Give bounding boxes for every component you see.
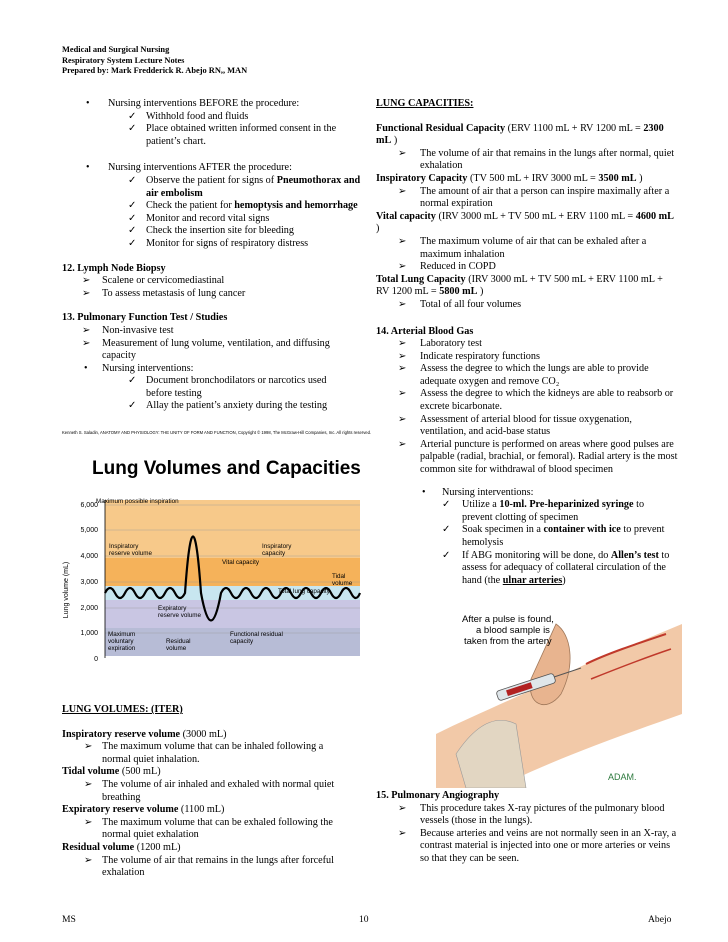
term: Residual volume: [62, 841, 135, 853]
term: Vital capacity: [376, 210, 436, 222]
list-item: [62, 741, 342, 766]
list-item-text: The maximum volume that can be exhaled following the normal quiet exhalation: [102, 816, 333, 841]
list-item: [62, 338, 352, 363]
list-item-text: This procedure takes X-ray pictures of the pulmonary blood vessels (those in the lungs).: [420, 802, 665, 827]
list-item-text: Withhold food and fluids: [146, 110, 249, 122]
after-heading: Nursing interventions AFTER the procedure:: [108, 162, 292, 174]
arrow-bullet-icon: ➢: [398, 438, 407, 450]
list-item-text: Allay the patient’s anxiety during the testing: [146, 400, 328, 412]
list-item: [62, 238, 362, 251]
term-value: 3500 mL: [598, 172, 637, 184]
list-item: [62, 275, 362, 288]
list-item-text: Assess the degree to which the lungs are able to provide adequate oxygen and remove CO₂: [420, 363, 649, 387]
arrow-bullet-icon: ➢: [398, 261, 407, 273]
y-ticks: [80, 502, 98, 663]
list-item: [62, 111, 362, 124]
term-value: 5800 mL: [439, 286, 478, 298]
list-item: [62, 325, 362, 338]
list-item: [376, 186, 670, 211]
arrow-bullet-icon: ➢: [82, 275, 91, 287]
list-item-bold: container with ice: [543, 524, 621, 536]
list-item-text: The amount of air that a person can inspire maximally after a normal expiration: [420, 185, 670, 210]
list-item: [62, 213, 362, 226]
list-item-text: Observe the patient for signs of: [146, 174, 277, 186]
document-header: [62, 45, 247, 77]
term: Expiratory reserve volume: [62, 804, 179, 816]
list-item-bold: Pneumothorax and air embolism: [146, 174, 361, 199]
term: Tidal volume: [62, 766, 120, 778]
checkmark-icon: ✓: [128, 200, 137, 212]
after-heading-item: [62, 162, 362, 175]
arrow-bullet-icon: ➢: [398, 388, 407, 400]
right-column: [376, 98, 678, 587]
section-title-angiography: 15. Pulmonary Angiography: [376, 790, 500, 801]
term-value: (3000 mL): [180, 728, 227, 740]
list-item: [62, 225, 362, 238]
term: Total Lung Capacity: [376, 273, 466, 285]
term: Inspiratory reserve volume: [62, 728, 181, 740]
arrow-bullet-icon: ➢: [398, 363, 407, 375]
arrow-bullet-icon: ➢: [398, 147, 407, 159]
list-item: [376, 803, 678, 828]
list-item: [376, 388, 678, 413]
header-subject: Respiratory System Lecture Notes: [62, 55, 185, 65]
list-item-text: Assessment of arterial blood for tissue oxygenation, ventilation, and acid-base status: [420, 413, 632, 438]
before-heading: Nursing interventions BEFORE the procedure:: [108, 98, 300, 109]
arrow-bullet-icon: ➢: [84, 816, 93, 828]
list-item: [62, 817, 342, 842]
list-item-bold: hemoptysis and hemorrhage: [234, 200, 358, 212]
checkmark-icon: ✓: [128, 110, 137, 122]
list-item: [62, 375, 346, 400]
arrow-bullet-icon: ➢: [398, 235, 407, 247]
arrow-bullet-icon: ➢: [398, 298, 407, 310]
list-item-text: Non-invasive test: [102, 324, 174, 336]
checkmark-icon: ✓: [128, 375, 137, 387]
list-item-text: The volume of air that remains in the lungs after normal, quiet exhalation: [420, 147, 675, 172]
header-course: Medical and Surgical Nursing: [62, 45, 170, 54]
term-end: ): [376, 223, 380, 235]
label-tidal: Tidal volume: [332, 573, 353, 587]
section-title-abg: 14. Arterial Blood Gas: [376, 325, 474, 337]
list-item-text: The volume of air that remains in the lungs after forceful exhalation: [102, 854, 334, 879]
pft-ni-item: [62, 363, 362, 376]
footer-right: Abejo: [648, 914, 672, 925]
list-item: [62, 123, 362, 148]
list-item-text: Monitor and record vital signs: [146, 212, 270, 224]
figure-title: Lung Volumes and Capacities: [92, 458, 361, 479]
list-item: [376, 261, 678, 274]
checkmark-icon: ✓: [442, 524, 451, 536]
list-item: [62, 200, 362, 213]
list-item-bold: ulnar arteries: [502, 574, 563, 586]
list-item-text: to prevent hemolysis: [462, 524, 665, 548]
list-item: [62, 855, 342, 880]
checkmark-icon: ✓: [128, 212, 137, 224]
capacities-title: LUNG CAPACITIES:: [376, 98, 474, 109]
list-item: [376, 338, 678, 351]
checkmark-icon: ✓: [128, 174, 137, 186]
term-equation: (ERV 1100 mL + RV 1200 mL =: [505, 122, 644, 134]
bullet-icon: •: [86, 98, 90, 109]
footer-left: MS: [62, 914, 76, 925]
list-item: [376, 439, 678, 477]
figure-credit: Kenneth S. Saladin, ANATOMY AND PHYSIOLOGY: THE UNITY OF FORM AND FUNCTION, Copyright © 1998, The McGraw-Hill Companies, Inc. All rights reserved.: [62, 430, 372, 435]
label-vital-capacity: Vital capacity: [222, 559, 259, 566]
list-item: [376, 299, 678, 312]
list-item-text: Document bronchodilators or narcotics used before testing: [146, 375, 327, 399]
list-item-text: Total of all four volumes: [420, 298, 522, 310]
list-item-bold: 10-ml. Pre-heparinized syringe: [499, 499, 634, 511]
term-equation: (IRV 3000 mL + TV 500 mL + ERV 1100 mL =: [435, 210, 636, 222]
arrow-bullet-icon: ➢: [84, 741, 93, 753]
y-tick-label: 2,000: [80, 605, 98, 612]
list-item-text: Because arteries and veins are not normally seen in an X-ray, a contrast material is injected into one or more arteries or veins so that they can be seen.: [420, 827, 677, 864]
list-item: [62, 175, 362, 200]
lung-volumes-section: [62, 704, 362, 880]
term-value: 2300 mL: [376, 122, 664, 147]
arrow-bullet-icon: ➢: [398, 413, 407, 425]
list-item: [376, 499, 672, 524]
lung-volumes-figure: [62, 440, 368, 666]
label-insp-capacity: Inspiratory capacity: [262, 543, 292, 557]
list-item-text: If ABG monitoring will be done, do: [462, 549, 611, 561]
bullet-icon: •: [86, 162, 90, 174]
arrow-bullet-icon: ➢: [82, 337, 91, 349]
list-item-text: Reduced in COPD: [420, 261, 496, 273]
y-tick-label: 0: [94, 656, 98, 663]
photo-caption: After a pulse is found, a blood sample is taken from the artery: [462, 614, 554, 647]
y-axis-label: Lung volume (mL): [63, 561, 70, 619]
list-item-text: Measurement of lung volume, ventilation, and diffusing capacity: [102, 337, 330, 362]
list-item-text: Check the patient for: [146, 200, 235, 212]
list-item-text: Place obtained written informed consent in the patient’s chart.: [146, 123, 337, 147]
checkmark-icon: ✓: [128, 123, 137, 135]
list-item: [376, 148, 678, 173]
list-item-text: The maximum volume that can be inhaled following a normal quiet inhalation.: [102, 741, 324, 765]
angiography-section: [376, 790, 678, 866]
term-equation: (TV 500 mL + IRV 3000 mL =: [467, 172, 599, 184]
checkmark-icon: ✓: [128, 400, 137, 412]
section-title-lymph: 12. Lymph Node Biopsy: [62, 262, 166, 274]
section-title-pft: 13. Pulmonary Function Test / Studies: [62, 312, 228, 324]
list-item: [376, 414, 678, 439]
list-item: [376, 550, 678, 588]
label-tlc: Total lung capacity: [278, 588, 330, 595]
list-item-text: ): [562, 574, 566, 586]
label-irv: Inspiratory reserve volume: [109, 543, 153, 557]
term-end: ): [391, 135, 398, 147]
page-number: 10: [359, 914, 369, 925]
term-end: ): [477, 286, 484, 298]
list-item-text: The maximum volume of air that can be exhaled after a maximum inhalation: [420, 235, 647, 260]
list-item-text: Check the insertion site for bleeding: [146, 225, 294, 237]
y-tick-label: 6,000: [80, 502, 98, 509]
list-item-text: Laboratory test: [420, 338, 482, 350]
list-item-text: Indicate respiratory functions: [420, 350, 540, 362]
lung-volumes-title: LUNG VOLUMES: (ITER): [62, 704, 183, 715]
checkmark-icon: ✓: [442, 549, 451, 561]
checkmark-icon: ✓: [442, 499, 451, 511]
y-tick-label: 1,000: [80, 630, 98, 637]
term: Functional Residual Capacity: [376, 122, 506, 134]
arrow-bullet-icon: ➢: [398, 338, 407, 350]
left-column: [62, 98, 362, 413]
label-frc: Functional residual capacity: [230, 631, 283, 645]
label-max-voluntary-expiration: Maximum voluntary expiration: [108, 631, 136, 652]
adam-logo: ADAM.: [608, 772, 637, 782]
label-max-inspiration: Maximum possible inspiration: [96, 498, 179, 505]
y-tick-label: 5,000: [80, 527, 98, 534]
term: Inspiratory Capacity: [376, 172, 468, 184]
list-item: [376, 236, 678, 261]
list-item: [376, 351, 678, 364]
label-residual: Residual volume: [166, 638, 191, 652]
term-value: 4600 mL: [635, 210, 674, 222]
term-value: (500 mL): [119, 766, 161, 778]
list-item: [62, 400, 362, 413]
list-item-text: Soak specimen in a: [462, 524, 544, 536]
list-item: [376, 828, 678, 866]
abg-ni-item: [376, 487, 678, 500]
bullet-icon: •: [84, 362, 88, 374]
label-erv: Expiratory reserve volume: [158, 605, 202, 619]
arrow-bullet-icon: ➢: [398, 827, 407, 839]
list-item-text: Utilize a: [462, 499, 500, 511]
checkmark-icon: ✓: [128, 225, 137, 237]
arrow-bullet-icon: ➢: [84, 854, 93, 866]
list-item-text: to assess for adequacy of collateral circulation of the hand (the: [462, 549, 670, 586]
bullet-icon: •: [422, 486, 426, 498]
arrow-bullet-icon: ➢: [84, 778, 93, 790]
before-heading-item: [62, 98, 362, 111]
list-item-bold: Allen’s test: [610, 549, 659, 561]
y-tick-label: 4,000: [80, 553, 98, 560]
list-item-text: to prevent clotting of specimen: [462, 499, 645, 523]
term-value: (1100 mL): [178, 804, 225, 816]
list-item-text: To assess metastasis of lung cancer: [102, 287, 246, 299]
abg-arm-illustration: [436, 604, 682, 788]
abg-ni-heading: Nursing interventions:: [442, 486, 534, 498]
header-author: Prepared by: Mark Fredderick R. Abejo RN,, MAN: [62, 66, 248, 76]
arrow-bullet-icon: ➢: [398, 185, 407, 197]
pft-ni-heading: Nursing interventions:: [102, 362, 194, 374]
arrow-bullet-icon: ➢: [82, 324, 91, 336]
list-item: [376, 363, 678, 388]
y-tick-label: 3,000: [80, 579, 98, 586]
list-item-text: Arterial puncture is performed on areas where good pulses are palpable (radial, brachial, or femoral). Radial artery is the most common site for withdrawal of blood specimen: [420, 438, 678, 476]
arrow-bullet-icon: ➢: [82, 287, 91, 299]
list-item-text: The volume of air inhaled and exhaled with normal quiet breathing: [102, 778, 335, 803]
arrow-bullet-icon: ➢: [398, 350, 407, 362]
arrow-bullet-icon: ➢: [398, 802, 407, 814]
band-frc: [105, 600, 360, 628]
list-item-text: Scalene or cervicomediastinal: [102, 275, 225, 287]
list-item: [62, 779, 342, 804]
list-item: [376, 524, 672, 549]
term-value: (1200 mL): [134, 841, 181, 853]
term-end: ): [636, 172, 643, 184]
checkmark-icon: ✓: [128, 237, 137, 249]
list-item: [62, 288, 362, 301]
list-item-text: Assess the degree to which the kidneys are able to reabsorb or excrete bicarbonate.: [420, 388, 674, 413]
list-item-text: Monitor for signs of respiratory distress: [146, 237, 309, 249]
term-equation: (IRV 3000 mL + TV 500 mL + ERV 1100 mL + RV 1200 mL =: [376, 273, 663, 298]
